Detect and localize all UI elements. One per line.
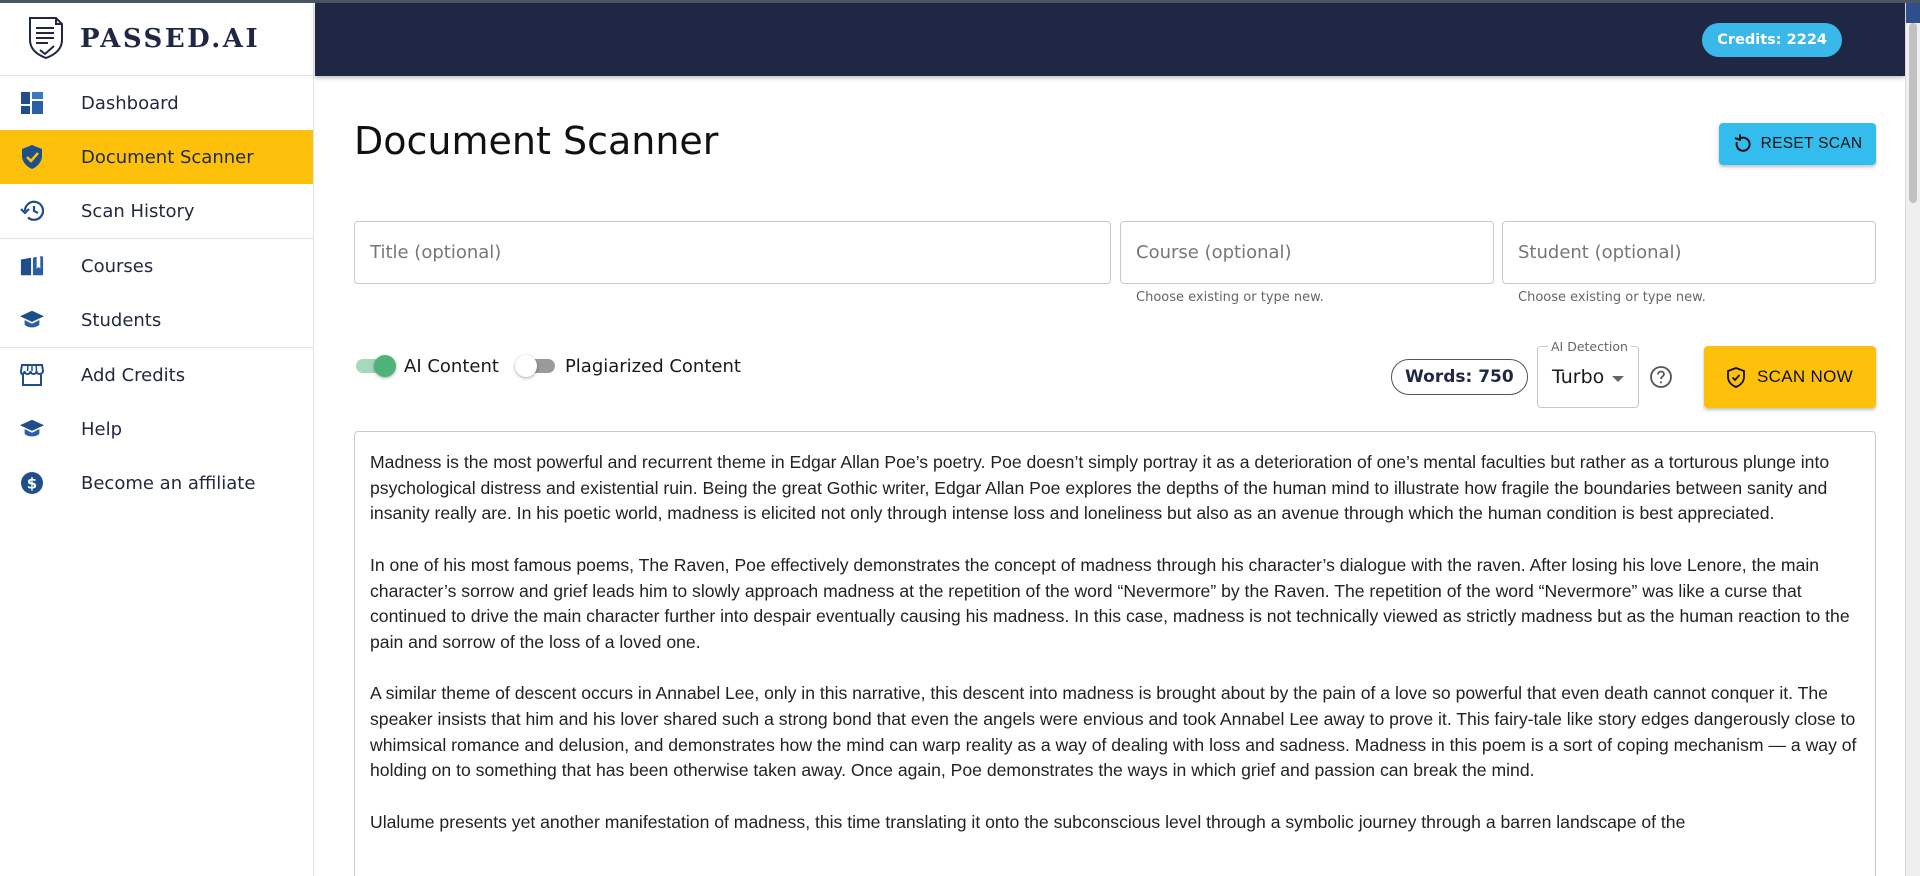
credits-badge[interactable]: Credits: 2224 [1702,23,1842,57]
plagiarized-content-label: Plagiarized Content [564,355,741,377]
ai-detection-value: Turbo [1552,366,1605,388]
page-scrollbar[interactable] [1905,3,1920,876]
plagiarized-content-toggle[interactable] [515,354,557,378]
dollar-circle-icon [20,471,44,495]
document-paragraph: Ulalume presents yet another manifestation of madness, this time translating it onto the subconscious level through a symbolic journey through a barren landscape of the [370,811,1686,832]
ai-content-label: AI Content [404,355,499,377]
sidebar-item-scan-history[interactable] [0,184,313,238]
sidebar-item-label: Become an affiliate [81,472,256,494]
ai-detection-select[interactable] [1537,339,1639,408]
sidebar-item-add-credits[interactable] [0,348,313,402]
reset-icon [1733,134,1751,154]
reset-scan-button[interactable] [1719,123,1876,165]
sidebar-item-become-affiliate[interactable] [0,456,313,510]
brand-logo[interactable] [0,3,313,76]
sidebar-item-document-scanner[interactable] [0,130,313,184]
course-helper-text: Choose existing or type new. [1136,290,1324,305]
help-question-icon[interactable] [1649,365,1673,389]
student-field[interactable] [1502,221,1876,284]
brand-name: PASSED.AI [80,24,261,54]
sidebar-item-label: Help [81,418,123,440]
page-title: Document Scanner [354,119,719,163]
title-field[interactable] [354,221,1111,284]
sidebar-item-label: Dashboard [81,92,179,114]
sidebar-item-students[interactable] [0,293,313,347]
title-input[interactable] [355,222,1110,283]
word-count-badge: Words: 750 [1391,359,1528,395]
document-paragraph: A similar theme of descent occurs in Annabel Lee, only in this narrative, this descent into madness is brought about by the pain of a love so powerful that even death cannot conquer it. The speaker insists that him and his lover shared such a strong bond that even the angels were envious and took Annabel Lee away to prove it. This fairy-tale like story edges dangerously close to whimsical romance and delusion, and demonstrates how the mind can warp reality as a way of dealing with loss and sadness. Madness in this poem is a sort of coping mechanism — a way of holding on to something that has been otherwise taken away. Once again, Poe demonstrates the ways in which grief and passion can break the mind. [370,683,1857,781]
shield-check-icon [1727,367,1745,388]
sidebar-item-label: Courses [81,255,154,277]
graduation-cap-icon [20,417,44,441]
shield-document-logo-icon [26,14,66,64]
book-icon [20,254,44,278]
document-paragraph: Madness is the most powerful and recurrent theme in Edgar Allan Poe’s poetry. Poe doesn’t simply portray it as a deterioration of one’s mental faculties but rather as a torturous plunge into psychological distress and existential ruin. Being the great Gothic writer, Edgar Allan Poe explores the depths of the human mind to illustrate how fragile the boundaries between sanity and insanity really are. In his poetic world, madness is elicited not only through intense loss and loneliness but also as an avenue through which the human condition is best appreciated. [370,452,1830,524]
scan-now-button[interactable] [1704,346,1876,408]
ai-detection-legend: AI Detection [1548,339,1631,354]
history-icon [20,199,44,223]
chevron-down-icon [1612,376,1624,382]
scrollbar-top [1906,3,1920,23]
toggle-knob [515,355,537,377]
sidebar-item-help[interactable] [0,402,313,456]
toggle-knob [374,355,396,377]
scrollbar-thumb[interactable] [1909,23,1917,203]
sidebar-item-label: Add Credits [81,364,186,386]
sidebar-item-courses[interactable] [0,239,313,293]
scan-now-label: SCAN NOW [1757,367,1853,386]
content-toggles [354,354,757,378]
course-field[interactable] [1120,221,1494,284]
sidebar [0,3,314,876]
document-text-area[interactable] [354,431,1876,876]
sidebar-item-label: Scan History [81,200,195,222]
ai-content-toggle[interactable] [354,354,396,378]
document-paragraph: In one of his most famous poems, The Raven, Poe effectively demonstrates the concept of madness through his character’s dialogue with the raven. After losing his love Lenore, the main character’s sorrow and grief leads him to slowly approach madness at the repetition of the word “Nevermore” by the Raven. The repetition of the word “Nevermore” was like a curse that continued to drive the main character further into despair eventually causing his madness. In this case, madness is not technically viewed as strictly madness but as the human reaction to the pain and sorrow of the loss of a loved one. [370,554,1850,652]
shield-check-icon [20,145,44,169]
student-input[interactable] [1503,222,1875,283]
svg-text:$: $ [26,474,38,493]
store-icon [20,363,44,387]
sidebar-item-label: Students [81,309,162,331]
top-header [315,3,1905,76]
window-top-border [0,0,1920,3]
graduation-cap-icon [20,308,44,332]
sidebar-item-label: Document Scanner [81,146,254,168]
reset-scan-label: RESET SCAN [1760,135,1863,152]
course-input[interactable] [1121,222,1493,283]
sidebar-item-dashboard[interactable] [0,76,313,130]
student-helper-text: Choose existing or type new. [1518,290,1706,305]
dashboard-icon [20,91,44,115]
